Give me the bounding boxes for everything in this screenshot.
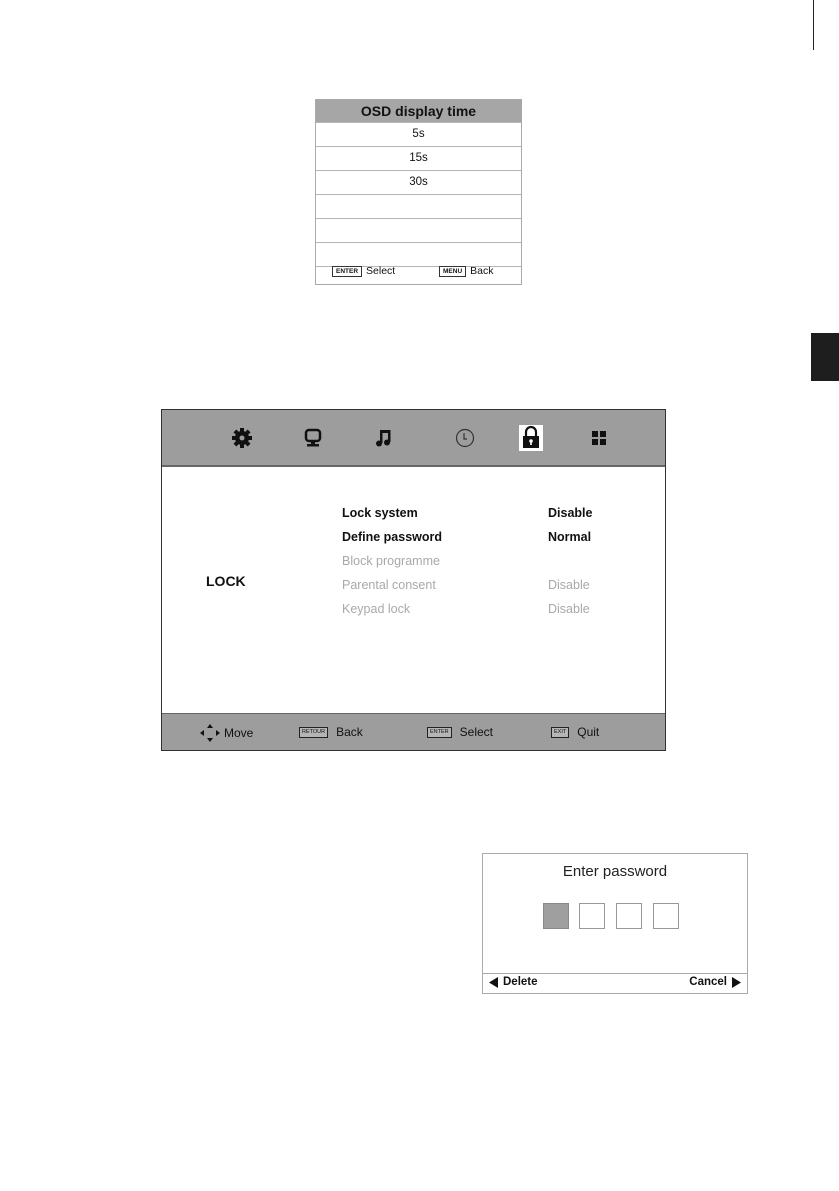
osd-select-label: Select <box>366 265 396 277</box>
osd-back-label: Back <box>470 265 494 277</box>
menu-key-icon: MENU <box>439 266 466 277</box>
delete-label: Delete <box>503 976 538 988</box>
section-label-lock: LOCK <box>206 573 246 589</box>
crop-mark <box>813 0 814 50</box>
back-hint <box>299 725 363 739</box>
password-digit-empty[interactable] <box>653 903 679 929</box>
osd-option-15s[interactable]: 15s <box>316 147 521 171</box>
password-digit-empty[interactable] <box>579 903 605 929</box>
select-label: Select <box>459 725 493 739</box>
password-dialog-title: Enter password <box>562 863 668 880</box>
osd-option-30s[interactable]: 30s <box>316 171 521 195</box>
osd-option-empty <box>316 195 521 219</box>
lock-icon[interactable] <box>519 425 543 451</box>
menu-footer-bar <box>162 713 665 750</box>
password-digit-empty[interactable] <box>616 903 642 929</box>
clock-icon[interactable] <box>454 427 476 449</box>
parental-consent-value: Disable <box>548 578 590 592</box>
password-digit-filled[interactable] <box>543 903 569 929</box>
osd-panel-footer <box>316 265 521 279</box>
osd-option-empty <box>316 219 521 243</box>
osd-option-empty <box>316 243 521 267</box>
lock-system-value: Disable <box>548 506 593 520</box>
select-hint <box>427 725 493 739</box>
settings-gear-icon[interactable] <box>231 427 253 449</box>
define-password-value: Normal <box>548 530 592 544</box>
menu-item-parental-consent[interactable]: Parental consent <box>342 578 436 592</box>
page-edge-tab <box>811 333 839 381</box>
osd-select-hint <box>332 265 395 277</box>
osd-back-hint <box>439 265 493 277</box>
move-arrows-icon <box>200 724 220 742</box>
menu-item-keypad-lock[interactable]: Keypad lock <box>342 602 411 616</box>
right-arrow-icon <box>732 977 741 988</box>
lock-menu-window <box>161 409 666 751</box>
password-dialog-footer <box>483 973 747 993</box>
enter-key-icon: ENTER <box>427 727 452 738</box>
move-label: Move <box>224 726 254 740</box>
osd-panel-title: OSD display time <box>316 100 521 122</box>
enter-key-icon: ENTER <box>332 266 362 277</box>
osd-display-time-panel <box>315 99 522 285</box>
delete-button[interactable] <box>489 976 538 988</box>
left-arrow-icon <box>489 977 498 988</box>
menu-item-lock-system[interactable]: Lock system <box>342 506 418 520</box>
apps-grid-icon[interactable] <box>588 427 610 449</box>
display-monitor-icon[interactable] <box>302 427 324 449</box>
quit-label: Quit <box>577 725 600 739</box>
move-hint <box>200 724 253 742</box>
menu-item-block-programme[interactable]: Block programme <box>342 554 440 568</box>
quit-hint <box>551 725 599 739</box>
cancel-label: Cancel <box>689 976 727 988</box>
menu-item-define-password[interactable]: Define password <box>342 530 443 544</box>
back-label: Back <box>336 725 363 739</box>
enter-password-dialog <box>482 853 748 994</box>
cancel-button[interactable] <box>689 976 741 988</box>
osd-option-5s[interactable]: 5s <box>316 122 521 147</box>
music-note-icon[interactable] <box>373 427 395 449</box>
exit-key-icon: EXIT <box>551 727 569 738</box>
retour-key-icon: RETOUR <box>299 727 328 738</box>
menu-tab-bar <box>162 410 665 467</box>
keypad-lock-value: Disable <box>548 602 590 616</box>
